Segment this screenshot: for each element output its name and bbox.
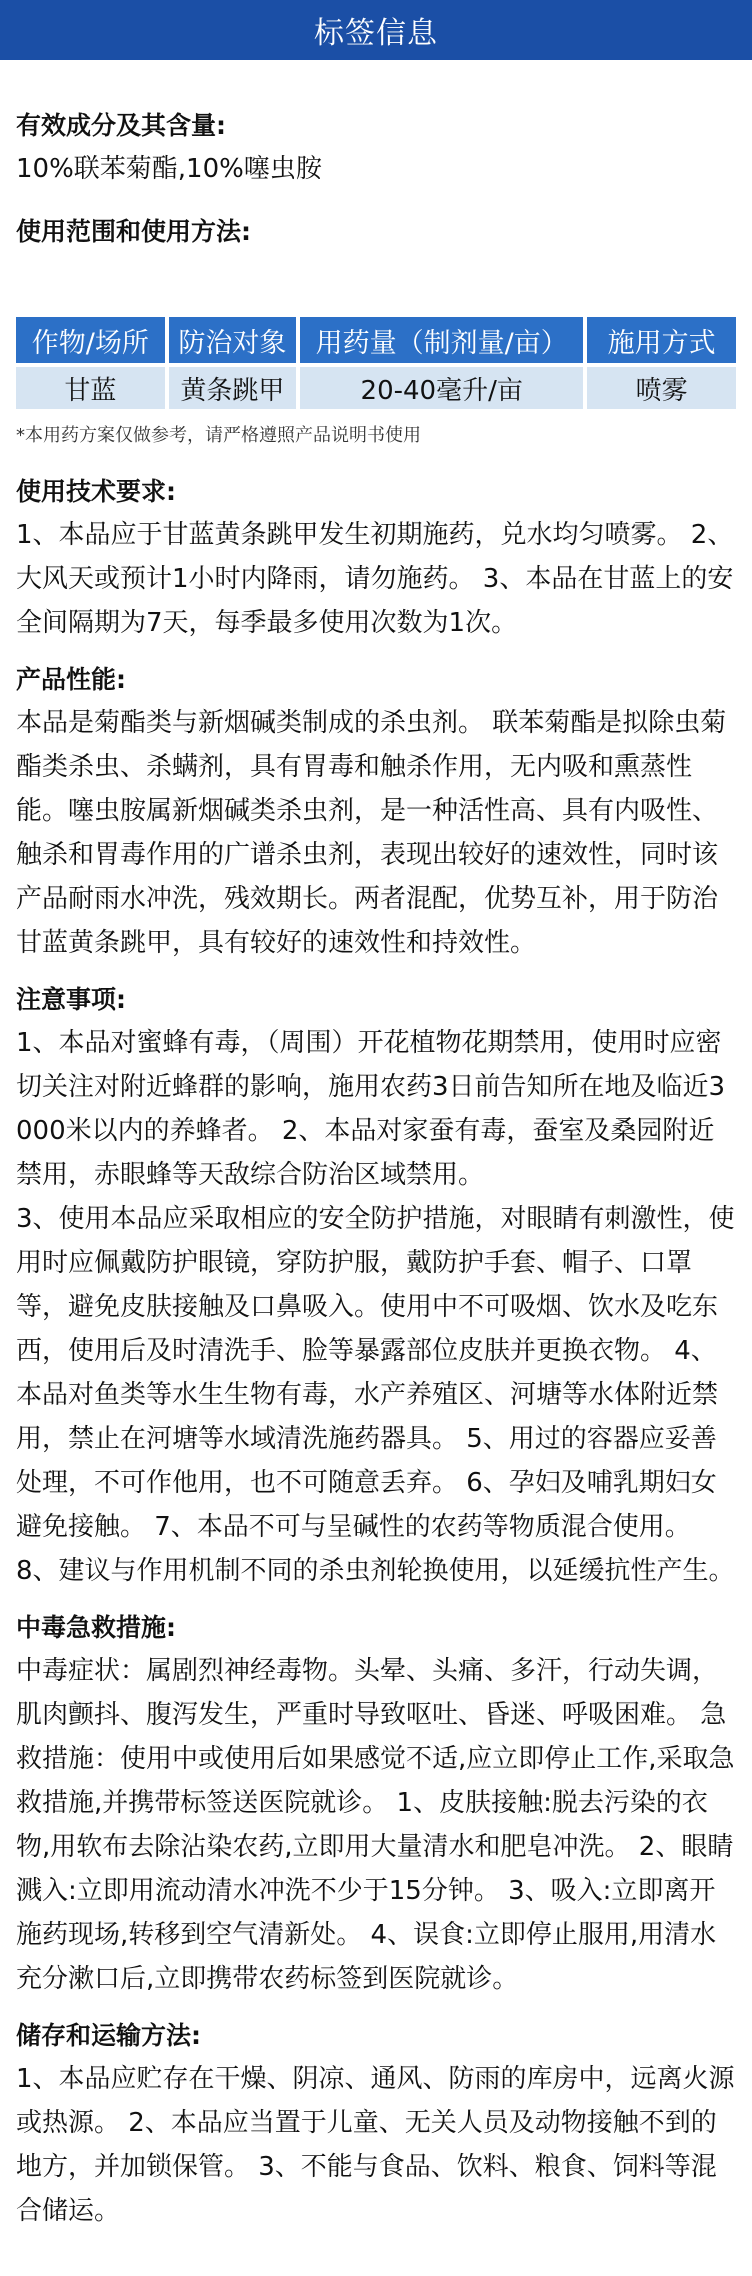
precautions-text [16,1021,736,1593]
usage-table-wrap [16,313,736,413]
technical-text: 1、本品应于甘蓝黄条跳甲发生初期施药，兑水均匀喷雾。 2、大风天或预计1小时内降雨，请勿施药。 3、本品在甘蓝上的安全间隔期为7天，每季最多使用次数为1次。 [16,520,734,638]
usage-section [16,211,736,449]
first-aid-section [16,1607,736,2001]
performance-text: 本品是菊酯类与新烟碱类制成的杀虫剂。 联苯菊酯是拟除虫菊酯类杀虫、杀螨剂，具有胃毒和触杀作用，无内吸和熏蒸性能。噻虫胺属新烟碱类杀虫剂，是一种活性高、具有内吸性、触杀和胃毒作用的广谱杀虫剂，表现出较好的速效性，同时该产品耐雨水冲洗，残效期长。两者混配，优势互补，用于防治甘蓝黄条跳甲，具有较好的速效性和持效性。 [16,708,727,958]
usage-title: 使用范围和使用方法: [16,217,251,246]
usage-table [12,313,740,413]
first-aid-title: 中毒急救措施: [16,1613,176,1642]
table-cell-method: 喷雾 [587,367,736,409]
table-row [16,367,736,409]
first-aid-text: 中毒症状：属剧烈神经毒物。头晕、头痛、多汗，行动失调，肌肉颤抖、腹泻发生，严重时导致呕吐、昏迷、呼吸困难。 急救措施：使用中或使用后如果感觉不适,应立即停止工作,采取急救措施,并携带标签送医院就诊。 1、皮肤接触:脱去污染的衣物,用软布去除沾染农药,立即用大量清水和肥皂冲洗。 2、眼睛溅入:立即用流动清水冲洗不少于15分钟。 3、吸入:立即离开施药现场,转移到空气清新处。 4、误食:立即停止服用,用清水充分漱口后,立即携带农药标签到医院就诊。 [16,1656,735,1994]
label-content [0,105,752,2233]
precautions-paragraph: 1、本品对蜜蜂有毒，（周围）开花植物花期禁用，使用时应密切关注对附近蜂群的影响，施用农药3日前告知所在地及临近3000米以内的养蜂者。 2、本品对家蚕有毒，蚕室及桑园附近禁用，赤眼蜂等天敌综合防治区域禁用。 [16,1028,726,1190]
performance-title: 产品性能: [16,665,126,694]
table-cell-dosage: 20-40毫升/亩 [300,367,583,409]
technical-section [16,471,736,645]
table-header-crop: 作物/场所 [16,317,165,363]
page-title: 标签信息 [314,16,438,51]
usage-table-header-row [16,317,736,363]
storage-text: 1、本品应贮存在干燥、阴凉、通风、防雨的库房中，远离火源或热源。 2、本品应当置于儿童、无关人员及动物接触不到的地方，并加锁保管。 3、不能与食品、饮料、粮食、饲料等混合储运。 [16,2064,735,2226]
ingredients-section [16,105,736,191]
page-header [0,0,752,60]
storage-section [16,2015,736,2233]
usage-note: *本用药方案仅做参考，请严格遵照产品说明书使用 [16,425,421,446]
ingredients-text: 10%联苯菊酯,10%噻虫胺 [16,154,322,184]
table-header-target: 防治对象 [169,317,296,363]
technical-title: 使用技术要求: [16,477,176,506]
precautions-section [16,979,736,1593]
table-header-dosage: 用药量（制剂量/亩） [300,317,583,363]
ingredients-title: 有效成分及其含量: [16,111,226,140]
table-cell-target: 黄条跳甲 [169,367,296,409]
table-cell-crop: 甘蓝 [16,367,165,409]
storage-title: 储存和运输方法: [16,2021,201,2050]
precautions-paragraph: 3、使用本品应采取相应的安全防护措施，对眼睛有刺激性，使用时应佩戴防护眼镜，穿防护服，戴防护手套、帽子、口罩等，避免皮肤接触及口鼻吸入。使用中不可吸烟、饮水及吃东西，使用后及时清洗手、脸等暴露部位皮肤并更换衣物。 4、本品对鱼类等水生生物有毒，水产养殖区、河塘等水体附近禁用，禁止在河塘等水域清洗施药器具。 5、用过的容器应妥善处理，不可作他用，也不可随意丢弃。 6、孕妇及哺乳期妇女避免接触。 7、本品不可与呈碱性的农药等物质混合使用。 8、建议与作用机制不同的杀虫剂轮换使用，以延缓抗性产生。 [16,1204,735,1586]
precautions-title: 注意事项: [16,985,126,1014]
performance-section [16,659,736,965]
table-header-method: 施用方式 [587,317,736,363]
